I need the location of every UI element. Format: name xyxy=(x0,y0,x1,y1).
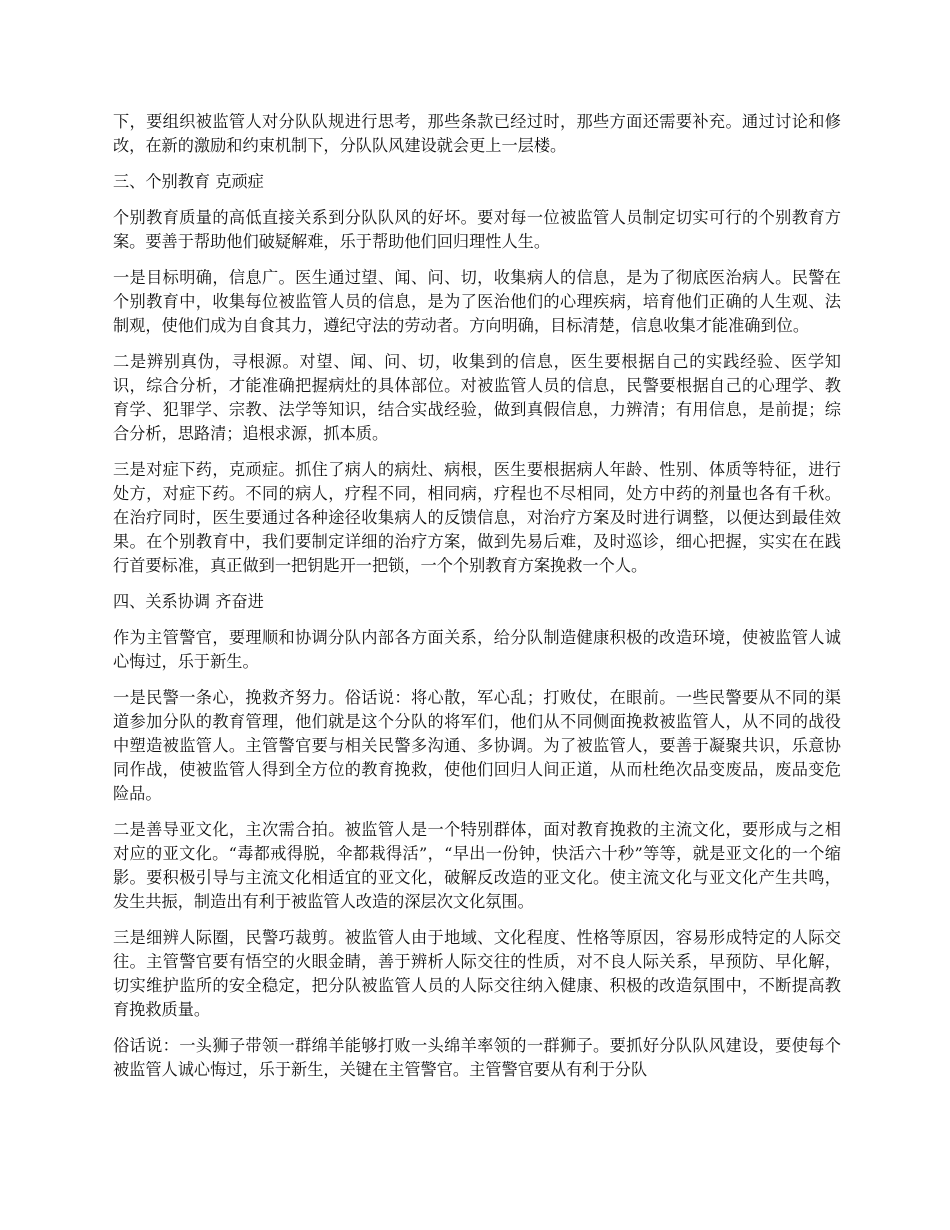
paragraph-individual-education-overview: 个别教育质量的高低直接关系到分队队风的好坏。要对每一位被监管人员制定切实可行的个别教育方案。要善于帮助他们破疑解难，乐于帮助他们回归理性人生。 xyxy=(113,208,841,251)
paragraph-targeted-treatment: 三是对症下药，克顽症。抓住了病人的病灶、病根，医生要根据病人年龄、性别、体质等特征，进行处方，对症下药。不同的病人，疗程不同，相同病，疗程也不尽相同，处方中药的剂量也各有千秋。在治疗同时，医生要通过各种途径收集病人的反馈信息，对治疗方案及时进行调整，以便达到最佳效果。在个别教育中，我们要制定详细的治疗方案，做到先易后难，及时巡诊，细心把握，实实在在践行首要标准，真正做到一把钥匙开一把锁，一个个别教育方案挽救一个人。 xyxy=(113,460,841,575)
paragraph-interpersonal-circles: 三是细辨人际圈，民警巧裁剪。被监管人由于地域、文化程度、性格等原因，容易形成特定的人际交往。主管警官要有悟空的火眼金睛，善于辨析人际交往的性质，对不良人际关系，早预防、早化解，切实维护监所的安全稳定，把分队被监管人员的人际交往纳入健康、积极的改造氛围中，不断提高教育挽救质量。 xyxy=(113,928,841,1019)
paragraph-subculture-guidance: 二是善导亚文化，主次需合拍。被监管人是一个特别群体，面对教育挽救的主流文化，要形成与之相对应的亚文化。“毒都戒得脱，伞都栽得活”，“早出一份钟，快活六十秒”等等，就是亚文化的一个缩影。要积极引导与主流文化相适宜的亚文化，破解反改造的亚文化。使主流文化与亚文化产生共鸣，发生共振，制造出有利于被监管人改造的深层次文化氛围。 xyxy=(113,820,841,911)
document-body xyxy=(113,110,841,1094)
paragraph-police-unity: 一是民警一条心，挽救齐努力。俗话说：将心散，军心乱；打败仗，在眼前。一些民警要从不同的渠道参加分队的教育管理，他们就是这个分队的将军们，他们从不同侧面挽救被监管人，从不同的战役中塑造被监管人。主管警官要与相关民警多沟通、多协调。为了被监管人，要善于凝聚共识，乐意协同作战，使被监管人得到全方位的教育挽救，使他们回归人间正道，从而杜绝次品变废品，废品变危险品。 xyxy=(113,688,841,803)
paragraph-clear-goals: 一是目标明确，信息广。医生通过望、闻、问、切，收集病人的信息，是为了彻底医治病人。民警在个别教育中，收集每位被监管人员的信息，是为了医治他们的心理疾病，培育他们正确的人生观、法制观，使他们成为自食其力，遵纪守法的劳动者。方向明确，目标清楚，信息收集才能准确到位。 xyxy=(113,268,841,335)
section-heading-individual-education: 三、个别教育 克顽症 xyxy=(113,172,264,191)
paragraph-proverb-conclusion: 俗话说：一头狮子带领一群绵羊能够打败一头绵羊率领的一群狮子。要抓好分队队风建设，要使每个被监管人诚心悔过，乐于新生，关键在主管警官。主管警官要从有利于分队 xyxy=(113,1036,841,1079)
paragraph-coordination-overview: 作为主管警官，要理顺和协调分队内部各方面关系，给分队制造健康积极的改造环境，使被监管人诚心悔过，乐于新生。 xyxy=(113,628,841,671)
section-heading-relationship-coordination: 四、关系协调 齐奋进 xyxy=(113,592,264,611)
paragraph-intro-continuation: 下，要组织被监管人对分队队规进行思考，那些条款已经过时，那些方面还需要补充。通过讨论和修改，在新的激励和约束机制下，分队队风建设就会更上一层楼。 xyxy=(113,112,841,155)
paragraph-distinguish-truth: 二是辨别真伪，寻根源。对望、闻、问、切，收集到的信息，医生要根据自己的实践经验、医学知识，综合分析，才能准确把握病灶的具体部位。对被监管人员的信息，民警要根据自己的心理学、教育学、犯罪学、宗教、法学等知识，结合实战经验，做到真假信息，力辨清；有用信息，是前提；综合分析，思路清；追根求源，抓本质。 xyxy=(113,352,841,443)
